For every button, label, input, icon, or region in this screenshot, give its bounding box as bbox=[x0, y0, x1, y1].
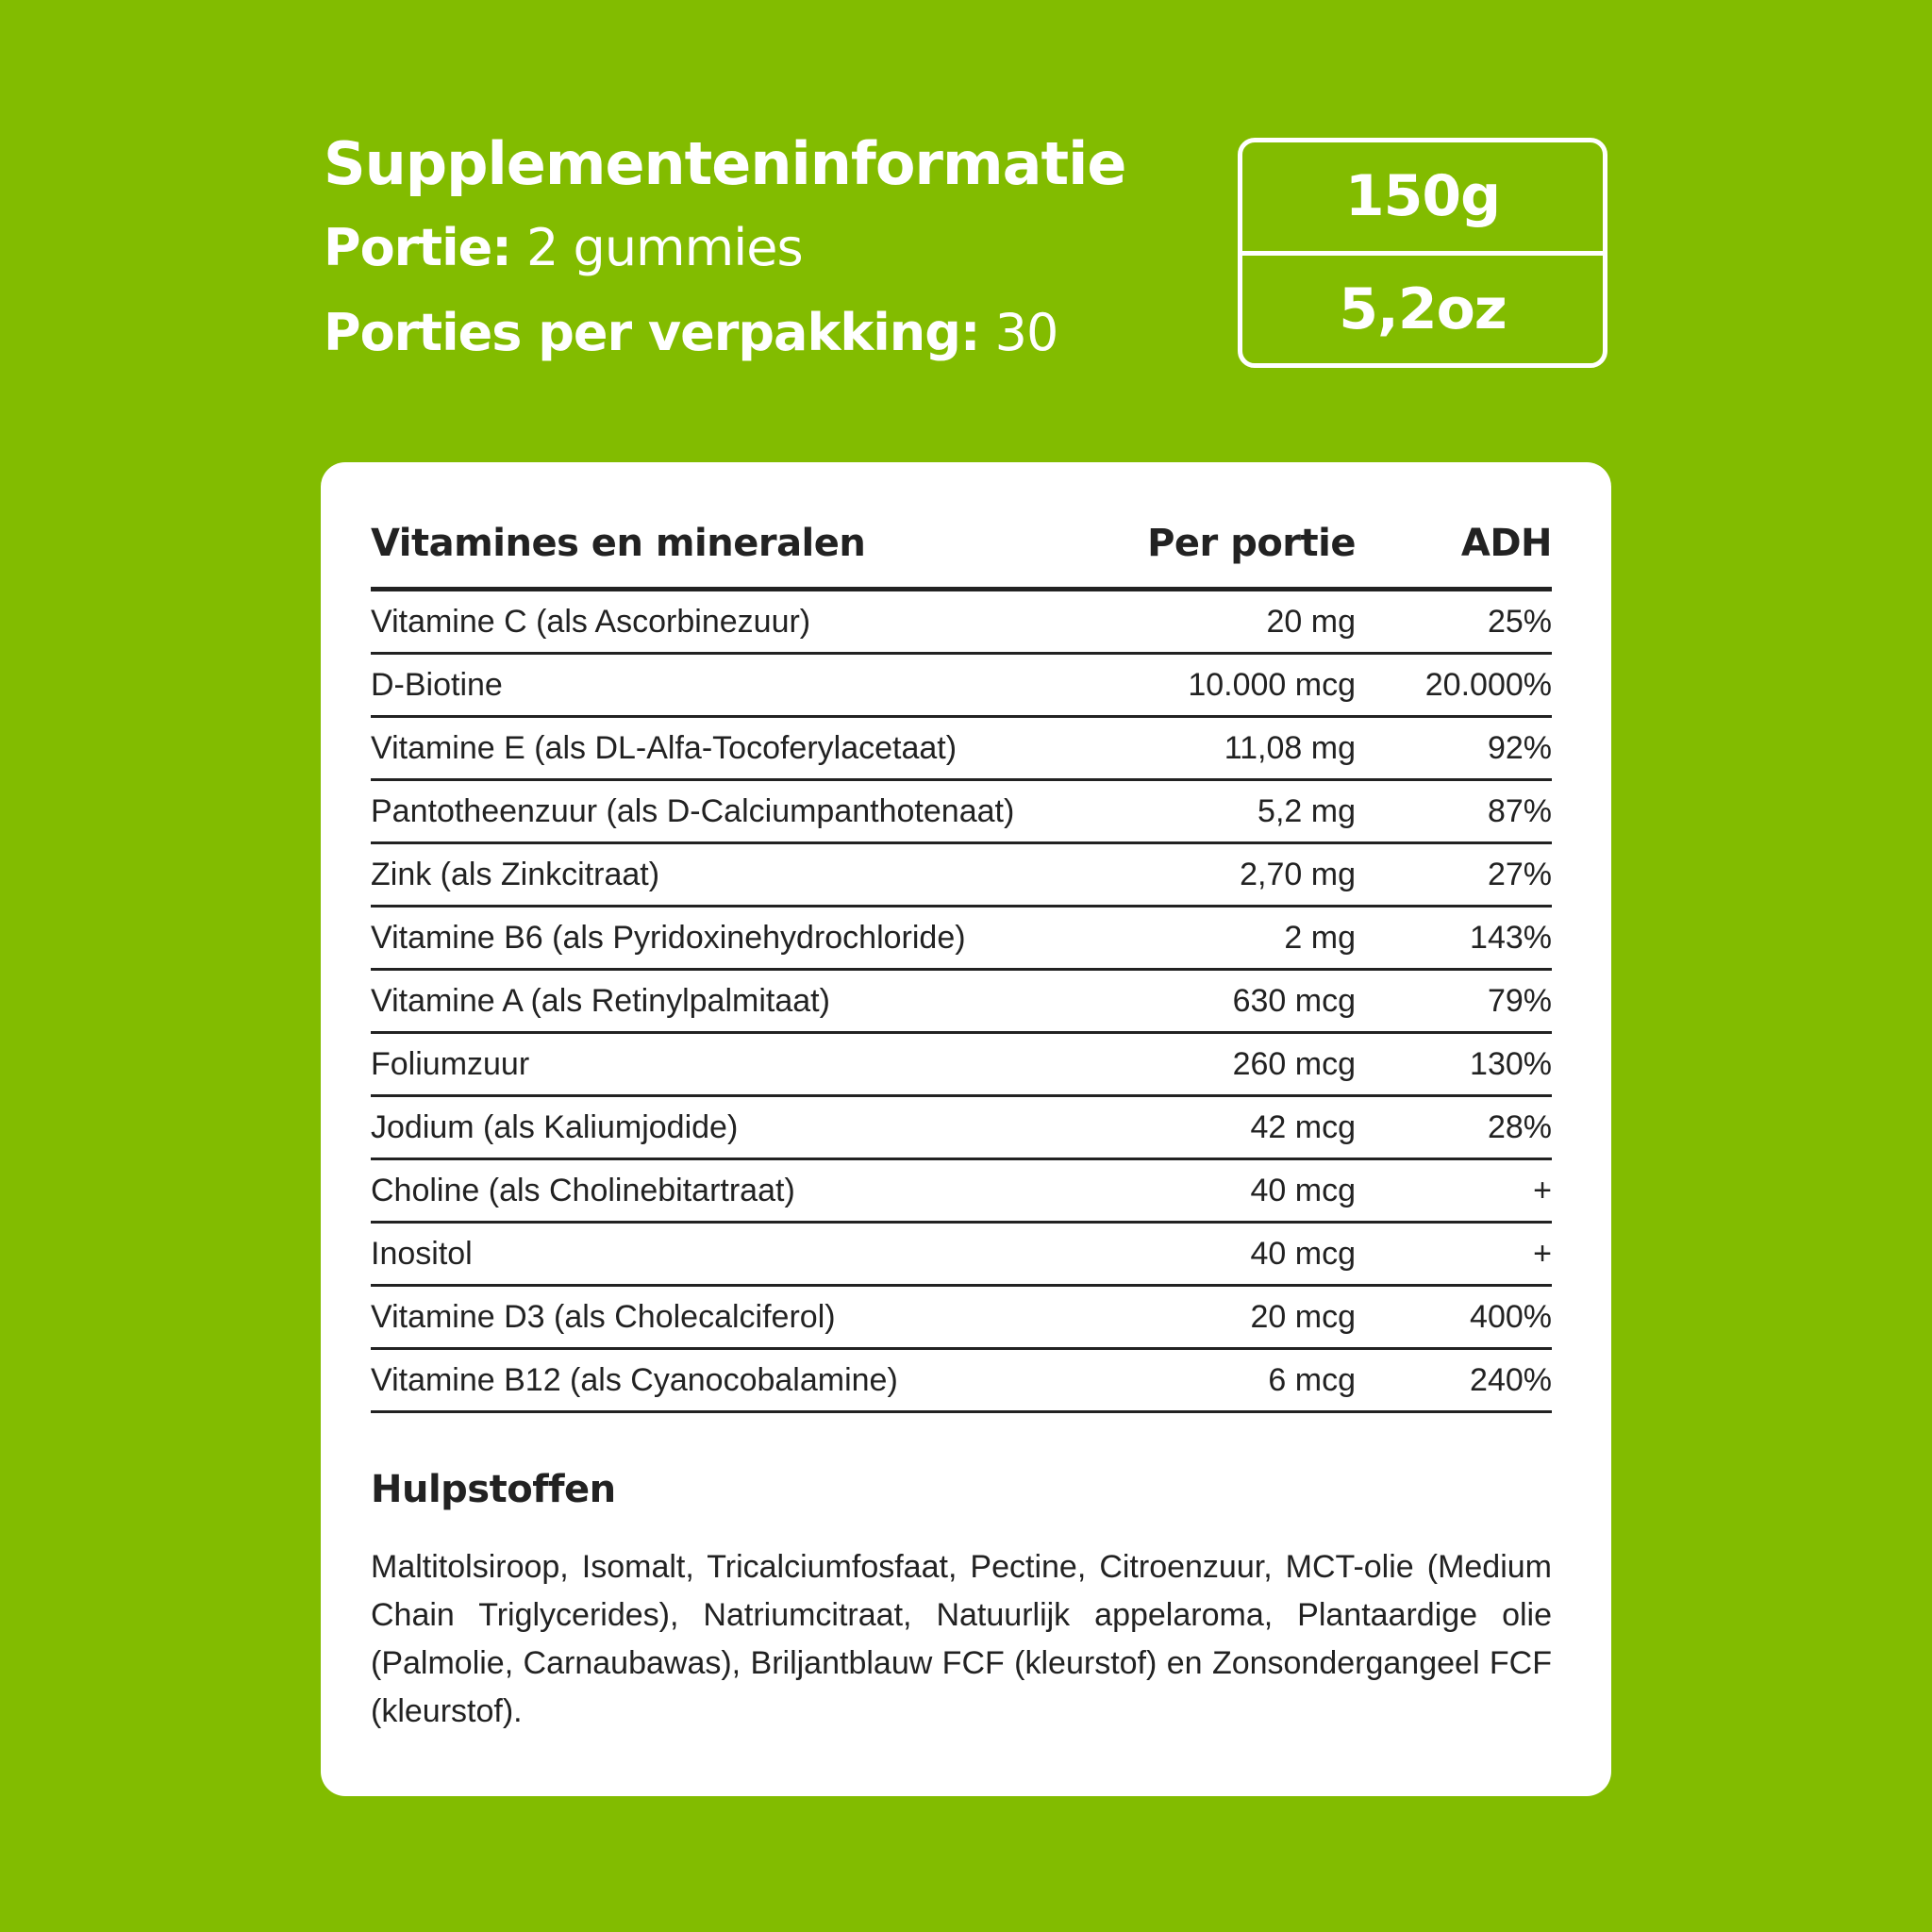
nutrient-adh: 79% bbox=[1487, 982, 1552, 1019]
table-row bbox=[371, 781, 1552, 844]
table-row bbox=[371, 971, 1552, 1034]
nutrient-amount: 40 mcg bbox=[1250, 1172, 1356, 1208]
supplement-facts-card bbox=[321, 462, 1611, 1796]
nutrient-name: Vitamine B6 (als Pyridoxinehydrochloride) bbox=[371, 919, 966, 956]
nutrient-amount: 20 mg bbox=[1266, 603, 1356, 640]
nutrient-name: Pantotheenzuur (als D-Calciumpanthotenaat) bbox=[371, 792, 1015, 829]
nutrient-amount: 20 mcg bbox=[1250, 1298, 1356, 1335]
nutrient-name: Foliumzuur bbox=[371, 1045, 530, 1082]
header-adh: ADH bbox=[1460, 522, 1552, 565]
nutrient-amount: 42 mcg bbox=[1250, 1108, 1356, 1145]
table-row bbox=[371, 1034, 1552, 1097]
nutrient-name: Vitamine C (als Ascorbinezuur) bbox=[371, 603, 811, 640]
nutrient-adh: + bbox=[1533, 1235, 1552, 1272]
nutrient-name: D-Biotine bbox=[371, 666, 503, 703]
table-row bbox=[371, 655, 1552, 718]
excipients-text: Maltitolsiroop, Isomalt, Tricalciumfosfaat, Pectine, Citroenzuur, MCT-olie (Medium Chain Triglycerides), Natriumcitraat, Natuurlijk appelaroma, Plantaardige olie (Palmolie, Carnaubawas), Briljantblauw FCF (kleurstof) en Zonsondergangeel FCF (kleurstof). bbox=[371, 1549, 1552, 1729]
nutrient-name: Choline (als Cholinebitartraat) bbox=[371, 1172, 795, 1208]
nutrient-adh: 27% bbox=[1487, 856, 1552, 892]
net-weight-box bbox=[1238, 138, 1607, 368]
nutrient-amount: 10.000 mcg bbox=[1188, 666, 1356, 703]
nutrient-amount: 6 mcg bbox=[1268, 1361, 1356, 1398]
table-row bbox=[371, 1097, 1552, 1160]
nutrient-name: Inositol bbox=[371, 1235, 473, 1272]
nutrient-name: Vitamine B12 (als Cyanocobalamine) bbox=[371, 1361, 898, 1398]
nutrient-adh: 130% bbox=[1470, 1045, 1552, 1082]
nutrient-adh: 143% bbox=[1470, 919, 1552, 956]
nutrient-adh: 28% bbox=[1487, 1108, 1552, 1145]
nutrient-name: Vitamine D3 (als Cholecalciferol) bbox=[371, 1298, 836, 1335]
nutrient-adh: + bbox=[1533, 1172, 1552, 1208]
serving-size-label: Portie: bbox=[324, 218, 511, 277]
table-row bbox=[371, 1350, 1552, 1413]
nutrient-adh: 25% bbox=[1487, 603, 1552, 640]
excipients-title: Hulpstoffen bbox=[371, 1468, 616, 1511]
table-row bbox=[371, 908, 1552, 971]
table-row bbox=[371, 1287, 1552, 1350]
net-weight-metric: 150g bbox=[1242, 142, 1603, 256]
nutrient-amount: 2 mg bbox=[1284, 919, 1356, 956]
nutrient-name: Zink (als Zinkcitraat) bbox=[371, 856, 660, 892]
page-title: Supplementeninformatie bbox=[324, 129, 1126, 198]
nutrient-adh: 240% bbox=[1470, 1361, 1552, 1398]
nutrient-amount: 11,08 mg bbox=[1224, 729, 1356, 766]
table-row bbox=[371, 844, 1552, 908]
servings-per-container bbox=[324, 291, 1125, 375]
table-row bbox=[371, 591, 1552, 655]
nutrient-name: Jodium (als Kaliumjodide) bbox=[371, 1108, 739, 1145]
servings-per-container-label: Porties per verpakking: bbox=[324, 303, 980, 362]
table-row bbox=[371, 1160, 1552, 1224]
table-row bbox=[371, 718, 1552, 781]
serving-size bbox=[324, 206, 1125, 291]
serving-size-value: 2 gummies bbox=[526, 218, 803, 277]
nutrient-name: Vitamine A (als Retinylpalmitaat) bbox=[371, 982, 830, 1019]
header-nutrient: Vitamines en mineralen bbox=[371, 522, 866, 565]
nutrient-adh: 20.000% bbox=[1424, 666, 1552, 703]
nutrient-amount: 5,2 mg bbox=[1257, 792, 1356, 829]
nutrient-amount: 40 mcg bbox=[1250, 1235, 1356, 1272]
supplement-header bbox=[324, 123, 1125, 375]
table-row bbox=[371, 1224, 1552, 1287]
servings-per-container-value: 30 bbox=[994, 303, 1058, 362]
net-weight-imperial: 5,2oz bbox=[1339, 275, 1507, 342]
nutrient-table bbox=[371, 500, 1552, 1413]
nutrient-amount: 2,70 mg bbox=[1240, 856, 1356, 892]
nutrient-adh: 87% bbox=[1487, 792, 1552, 829]
nutrient-adh: 400% bbox=[1470, 1298, 1552, 1335]
nutrient-amount: 630 mcg bbox=[1232, 982, 1356, 1019]
nutrient-adh: 92% bbox=[1487, 729, 1552, 766]
header-per-serving: Per portie bbox=[1147, 522, 1356, 565]
nutrient-amount: 260 mcg bbox=[1232, 1045, 1356, 1082]
table-header bbox=[371, 500, 1552, 591]
nutrient-name: Vitamine E (als DL-Alfa-Tocoferylacetaat) bbox=[371, 729, 958, 766]
